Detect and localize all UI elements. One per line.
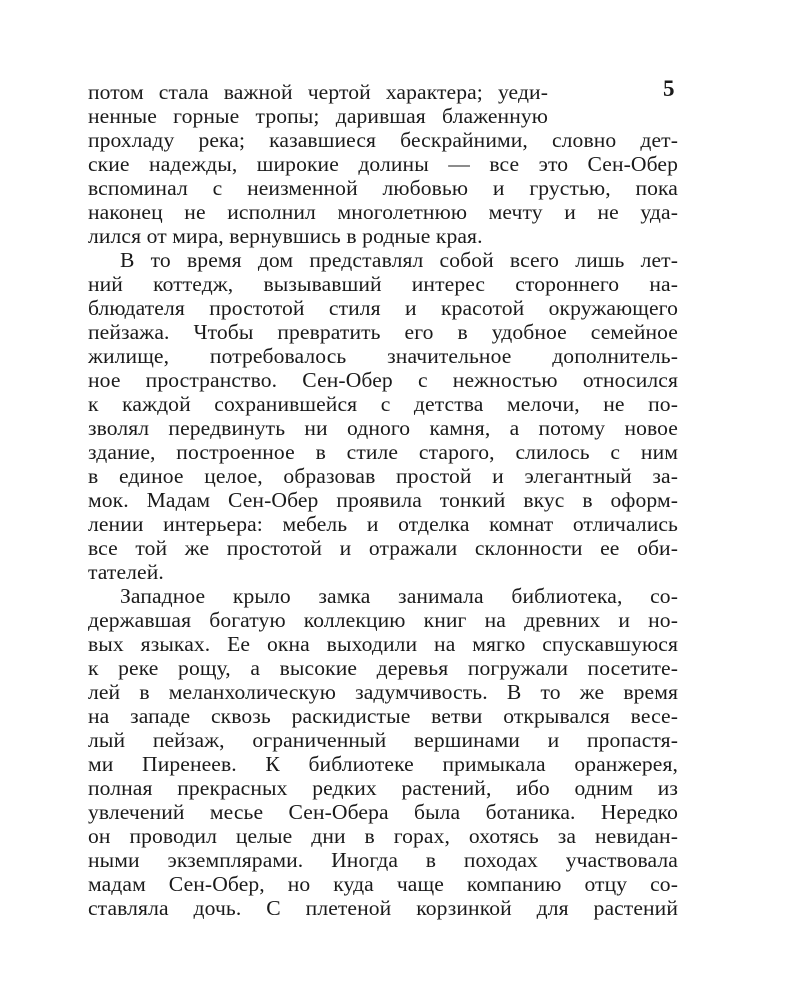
text-line: наконец не исполнил многолетнюю мечту и не уда- [88,200,678,224]
page-number: 5 [663,76,675,101]
text-line: вспоминал с неизменной любовью и грустью, пока [88,176,678,200]
text-line: на западе сквозь раскидистые ветви открывался весе- [88,704,678,728]
text-line: он проводил целые дни в горах, охотясь за невидан- [88,824,678,848]
text-line: все той же простотой и отражали склонности ее оби- [88,536,678,560]
text-line: блюдателя простотой стиля и красотой окружающего [88,296,678,320]
text-line: ми Пиренеев. К библиотеке примыкала оранжерея, [88,752,678,776]
text-line: Западное крыло замка занимала библиотека, со- [120,584,678,608]
text-line: зволял передвинуть ни одного камня, а потому новое [88,416,678,440]
text-line: лился от мира, вернувшись в родные края. [88,224,483,248]
text-line: прохладу река; казавшиеся бескрайними, словно дет- [88,128,678,152]
text-line: ний коттедж, вызывавший интерес стороннего на- [88,272,678,296]
text-line: ное пространство. Сен-Обер с нежностью относился [88,368,678,392]
text-line: к каждой сохранившейся с детства мелочи, не по- [88,392,678,416]
text-line: мок. Мадам Сен-Обер проявила тонкий вкус в оформ- [88,488,678,512]
text-line: лении интерьера: мебель и отделка комнат отличались [88,512,678,536]
text-line: жилище, потребовалось значительное дополнитель- [88,344,678,368]
text-line: державшая богатую коллекцию книг на древних и но- [88,608,678,632]
text-line: полная прекрасных редких растений, ибо одним из [88,776,678,800]
text-line: лей в меланхолическую задумчивость. В то же время [88,680,678,704]
text-line: вых языках. Ее окна выходили на мягко спускавшуюся [88,632,678,656]
text-line: здание, построенное в стиле старого, слилось с ним [88,440,678,464]
text-line: потом стала важной чертой характера; уеди- [88,80,548,104]
text-line: увлечений месье Сен-Обера была ботаника. Нередко [88,800,678,824]
text-line: ными экземплярами. Иногда в походах участвовала [88,848,678,872]
text-line: в единое целое, образовав простой и элегантный за- [88,464,678,488]
text-line: ненные горные тропы; дарившая блаженную [88,104,548,128]
text-line: тателей. [88,560,164,584]
text-line: пейзажа. Чтобы превратить его в удобное семейное [88,320,678,344]
text-line: к реке рощу, а высокие деревья погружали посетите- [88,656,678,680]
text-line: В то время дом представлял собой всего лишь лет- [120,248,678,272]
text-line: лый пейзаж, ограниченный вершинами и пропастя- [88,728,678,752]
text-line: ские надежды, широкие долины — все это Сен-Обер [88,152,678,176]
text-line: ставляла дочь. С плетеной корзинкой для растений [88,896,678,920]
text-line: мадам Сен-Обер, но куда чаще компанию отцу со- [88,872,678,896]
